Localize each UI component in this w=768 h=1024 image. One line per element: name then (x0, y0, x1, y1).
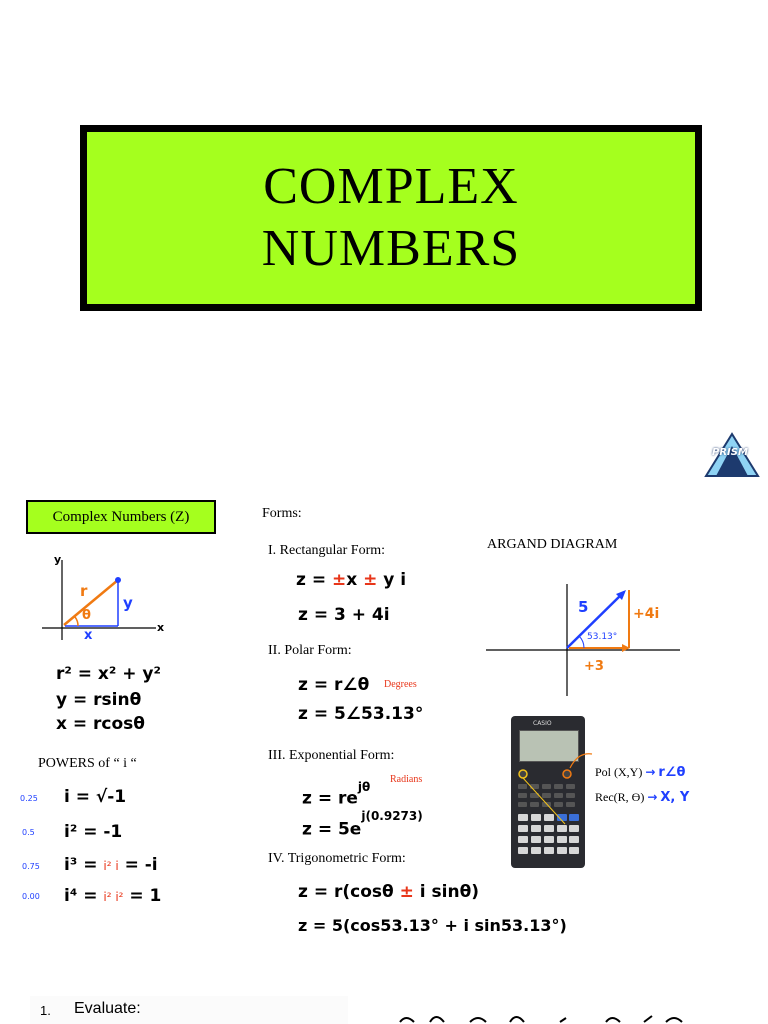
argand-angle-label: 53.13° (587, 632, 618, 642)
argand-im-label: +4i (633, 606, 660, 622)
exponential-form-eq1 (302, 780, 371, 809)
diagram-r-label: r (80, 582, 88, 600)
handwritten-expression-cutoff (370, 1012, 700, 1024)
rec-arrow: → (647, 790, 658, 804)
power-i-cubed (64, 855, 158, 875)
trig-eq1-a: z = r(cosθ (298, 882, 400, 902)
diagram-x-label: x (84, 628, 93, 643)
argand-r-label: 5 (578, 598, 589, 616)
pol-result: r∠θ (658, 765, 686, 780)
exponential-unit-radians: Radians (390, 774, 423, 785)
exp-eq2-base: z = 5e (302, 819, 362, 840)
power-note-1: 0.25 (20, 794, 38, 803)
title-box (80, 125, 702, 311)
power-i-cubed-expr: i³ = (64, 855, 98, 875)
power-note-4: 0.00 (22, 892, 40, 901)
pol-label (595, 765, 685, 780)
calculator-brand: CASIO (533, 720, 552, 727)
powers-title: POWERS of “ i “ (38, 756, 137, 771)
exp-eq1-sup: jθ (357, 780, 371, 794)
power-i-fourth (64, 886, 161, 906)
rect-eq1-yi: y i (377, 570, 407, 590)
pol-arrow: → (645, 765, 656, 779)
polar-form-title: II. Polar Form: (268, 643, 352, 658)
power-i-cubed-result: = -i (124, 855, 158, 875)
formula-y: y = rsinθ (56, 690, 142, 710)
diagram-y-axis-label: y (54, 553, 62, 566)
power-i-fourth-result: = 1 (129, 886, 162, 906)
calculator-pointer-line (568, 748, 594, 772)
power-i-fourth-expr: i⁴ = (64, 886, 98, 906)
diagram-y-label: y (123, 594, 133, 612)
trig-eq1-pm: ± (399, 882, 414, 902)
rec-text: Rec(R, ϴ) (595, 790, 645, 804)
title-line-1: COMPLEX (263, 158, 519, 215)
diagram-theta-label: θ (82, 608, 91, 623)
logo-text: PRISM (712, 447, 748, 458)
forms-heading: Forms: (262, 506, 302, 521)
power-i: i = √-1 (64, 787, 127, 807)
exponential-form-title: III. Exponential Form: (268, 748, 395, 763)
power-i-cubed-work: i² i (103, 859, 119, 873)
power-i-squared: i² = -1 (64, 822, 123, 842)
question-text: Evaluate: (74, 1000, 141, 1017)
argand-title: ARGAND DIAGRAM (487, 537, 618, 552)
trigonometric-form-eq1 (298, 882, 479, 902)
complex-numbers-label: Complex Numbers (Z) (26, 500, 216, 534)
polar-form-eq2: z = 5∠53.13° (298, 704, 424, 724)
exponential-form-eq2 (302, 809, 423, 840)
calculator-image (511, 716, 585, 868)
rect-eq1-z: z = (296, 570, 332, 590)
trig-eq1-b: i sinθ) (413, 882, 480, 902)
exp-eq2-sup: j(0.9273) (361, 809, 423, 823)
power-i-fourth-work: i² i² (103, 890, 124, 904)
prism-logo (704, 432, 760, 478)
pol-text: Pol (X,Y) (595, 765, 643, 779)
question-number: 1. (40, 1003, 51, 1018)
rectangular-form-eq2: z = 3 + 4i (298, 605, 390, 625)
power-note-2: 0.5 (22, 828, 35, 837)
rectangular-form-title: I. Rectangular Form: (268, 543, 386, 558)
bottom-question (30, 996, 348, 1024)
polar-unit-degrees: Degrees (384, 679, 417, 690)
calculator-keypad (515, 764, 581, 864)
exp-eq1-base: z = re (302, 788, 358, 809)
rectangular-form-eq1 (296, 570, 406, 590)
rect-eq1-pm1: ± (331, 570, 347, 590)
formula-r-squared: r² = x² + y² (56, 664, 161, 684)
formula-x: x = rcosθ (56, 714, 145, 734)
rec-label (595, 790, 689, 805)
trigonometric-form-eq2: z = 5(cos53.13° + i sin53.13°) (298, 916, 567, 935)
rect-eq1-pm2: ± (363, 570, 378, 590)
diagram-x-axis-label: x (157, 621, 165, 634)
title-line-2: NUMBERS (261, 220, 521, 277)
rec-result: X, Y (660, 790, 690, 805)
rectangular-diagram (38, 555, 168, 645)
polar-form-eq1: z = r∠θ (298, 675, 370, 695)
argand-re-label: +3 (584, 659, 604, 674)
power-note-3: 0.75 (22, 862, 40, 871)
trigonometric-form-title: IV. Trigonometric Form: (268, 851, 406, 866)
rect-eq1-x: x (346, 570, 364, 590)
